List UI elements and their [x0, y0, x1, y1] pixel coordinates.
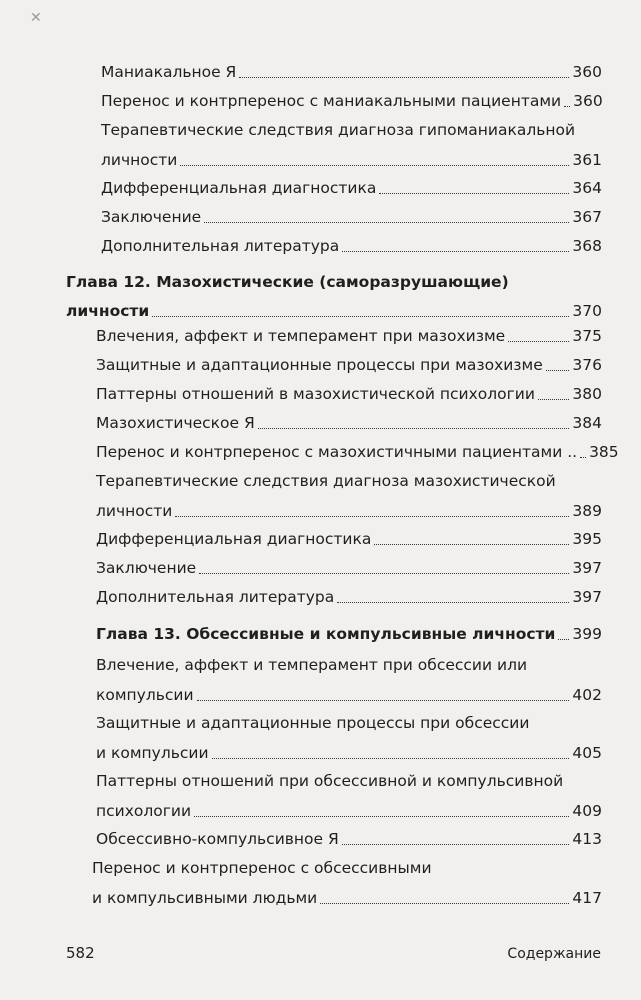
- toc-entry-page: 399: [572, 625, 602, 643]
- toc-entry-page: 385: [589, 443, 619, 461]
- toc-entry: [96, 529, 602, 550]
- toc-chapter: [66, 272, 602, 322]
- toc-leader-dots: [379, 193, 569, 194]
- toc-leader-dots: [564, 106, 570, 107]
- toc-entry-title: Дополнительная литература: [96, 588, 335, 606]
- toc-entry-page: 389: [572, 502, 602, 520]
- toc-entry-page: 405: [572, 744, 602, 762]
- toc-entry: [96, 713, 602, 764]
- toc-leader-dots: [508, 341, 569, 342]
- toc-entry: [101, 178, 602, 199]
- toc-entry-title-line1: Влечение, аффект и темперамент при обсессии или: [96, 656, 528, 674]
- toc-entry-page: 380: [572, 385, 602, 403]
- toc-entry-page: 395: [572, 530, 602, 548]
- toc-entry-title: Влечения, аффект и темперамент при мазохизме: [96, 327, 506, 345]
- toc-entry-page: 384: [572, 414, 602, 432]
- toc-entry: [96, 471, 602, 522]
- page-number: 582: [66, 944, 95, 962]
- toc-entry-title: Дифференциальная диагностика: [101, 179, 377, 197]
- toc-entry-title: личности: [96, 502, 173, 520]
- toc-entry-page: 360: [573, 92, 603, 110]
- toc-leader-dots: [199, 573, 569, 574]
- toc-leader-dots: [239, 77, 569, 78]
- toc-entry-page: 368: [572, 237, 602, 255]
- toc-entry-page: 376: [572, 356, 602, 374]
- toc-entry-page: 417: [572, 889, 602, 907]
- toc-entry-page: 397: [572, 588, 602, 606]
- toc-entry-title: Паттерны отношений в мазохистической психологии: [96, 385, 535, 403]
- toc-entry-page: 409: [572, 802, 602, 820]
- toc-leader-dots: [580, 457, 586, 458]
- toc-entry-page: 364: [572, 179, 602, 197]
- toc-leader-dots: [538, 399, 569, 400]
- toc-entry-page: 360: [572, 63, 602, 81]
- toc-entry-title: Дифференциальная диагностика: [96, 530, 372, 548]
- toc-leader-dots: [258, 428, 570, 429]
- toc-leader-dots: [212, 758, 570, 759]
- toc-entry: [101, 236, 602, 257]
- toc-entry-title: Обсессивно-компульсивное Я: [96, 830, 339, 848]
- toc-leader-dots: [152, 316, 569, 317]
- toc-leader-dots: [175, 516, 569, 517]
- toc-entry-page: 402: [572, 686, 602, 704]
- toc-leader-dots: [194, 816, 569, 817]
- toc-entry-title: личности: [101, 151, 178, 169]
- toc-leader-dots: [197, 700, 570, 701]
- chapter-title-line1: Глава 12. Мазохистические (саморазрушающие): [66, 273, 509, 291]
- toc-entry: [96, 326, 602, 347]
- toc-entry: [96, 587, 602, 608]
- toc-entry: [96, 413, 602, 434]
- toc-leader-dots: [342, 251, 569, 252]
- toc-entry-title: и компульсивными людьми: [92, 889, 318, 907]
- toc-entry: [96, 655, 602, 706]
- chapter-title: Глава 13. Обсессивные и компульсивные личности: [96, 625, 556, 643]
- toc-entry-page: 361: [572, 151, 602, 169]
- toc-entry-title-line1: Паттерны отношений при обсессивной и компульсивной: [96, 772, 564, 790]
- toc-entry: [96, 384, 602, 405]
- toc-leader-dots: [546, 370, 570, 371]
- toc-entry: [101, 120, 602, 171]
- toc-entry-page: 375: [572, 327, 602, 345]
- toc-entry-title: Заключение: [101, 208, 202, 226]
- toc-entry: [101, 62, 602, 83]
- toc-entry: [101, 91, 602, 112]
- toc-entry: [92, 858, 602, 909]
- toc-entry-page: 370: [572, 302, 602, 320]
- toc-entry-title-line1: Перенос и контрперенос с обсессивными: [92, 859, 432, 877]
- toc-entry: [96, 771, 602, 822]
- toc-entry-title-line1: Защитные и адаптационные процессы при обсессии: [96, 714, 530, 732]
- toc-leader-dots: [204, 222, 569, 223]
- toc-entry: [96, 829, 602, 850]
- toc-entry: [96, 442, 619, 463]
- toc-entry-title: и компульсии: [96, 744, 209, 762]
- toc-entry-page: 397: [572, 559, 602, 577]
- toc-entry-title: компульсии: [96, 686, 194, 704]
- toc-entry-title: Защитные и адаптационные процессы при мазохизме: [96, 356, 543, 374]
- toc-entry-title-line1: Терапевтические следствия диагноза гипоманиакальной: [101, 121, 576, 139]
- running-footer-title: Содержание: [507, 946, 601, 962]
- toc-entry: [96, 355, 602, 376]
- toc-entry-title: Дополнительная литература: [101, 237, 340, 255]
- toc-leader-dots: [337, 602, 569, 603]
- toc-entry-title: психологии: [96, 802, 192, 820]
- toc-leader-dots: [342, 844, 570, 845]
- toc-leader-dots: [180, 165, 569, 166]
- toc-entry: [96, 558, 602, 579]
- toc-entry-page: 367: [572, 208, 602, 226]
- close-icon: ✕: [30, 10, 42, 26]
- toc-entry-page: 413: [572, 830, 602, 848]
- toc-entry-title: Перенос и контрперенос с маниакальными пациентами: [101, 92, 562, 110]
- toc-entry-title-line1: Терапевтические следствия диагноза мазохистической: [96, 472, 556, 490]
- toc-entry-title: Заключение: [96, 559, 197, 577]
- toc-chapter: [96, 624, 602, 645]
- toc-leader-dots: [374, 544, 569, 545]
- chapter-title: личности: [66, 302, 150, 320]
- toc-entry-title: Маниакальное Я: [101, 63, 237, 81]
- toc-entry-title: Мазохистическое Я: [96, 414, 255, 432]
- toc-leader-dots: [320, 903, 569, 904]
- toc-leader-dots: [558, 639, 569, 640]
- toc-entry-title: Перенос и контрперенос с мазохистичными пациентами ..: [96, 443, 578, 461]
- toc-entry: [101, 207, 602, 228]
